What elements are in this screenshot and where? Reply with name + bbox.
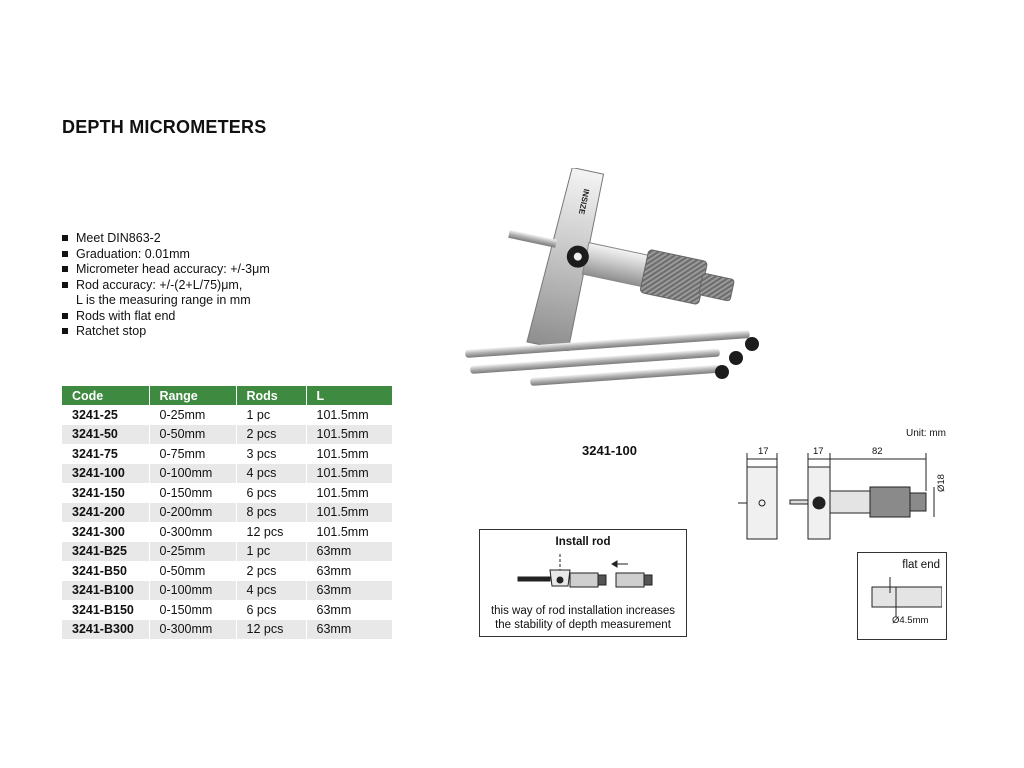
cell-rods: 3 pcs	[236, 444, 306, 464]
dim-diameter: Ø18	[936, 474, 947, 492]
cell-range: 0-150mm	[149, 483, 236, 503]
dim-base-left: 17	[758, 446, 769, 457]
feature-item: Rods with flat end	[62, 309, 270, 325]
cell-rods: 4 pcs	[236, 581, 306, 601]
table-row	[62, 483, 392, 503]
cell-rods: 12 pcs	[236, 522, 306, 542]
unit-label: Unit: mm	[906, 428, 946, 439]
cell-length: 101.5mm	[306, 444, 392, 464]
install-rod-note: this way of rod installation increases the stability of depth measurement	[490, 605, 676, 631]
cell-range: 0-25mm	[149, 542, 236, 562]
cell-range: 0-300mm	[149, 522, 236, 542]
cell-length: 63mm	[306, 600, 392, 620]
feature-item: Rod accuracy: +/-(2+L/75)μm, L is the measuring range in mm	[62, 278, 270, 309]
cell-code: 3241-B150	[62, 600, 149, 620]
brand-mark: INSIZE	[576, 188, 591, 216]
cell-code: 3241-B100	[62, 581, 149, 601]
header-code: Code	[62, 386, 149, 405]
table-row	[62, 522, 392, 542]
cell-rods: 4 pcs	[236, 464, 306, 484]
cell-range: 0-50mm	[149, 561, 236, 581]
install-rod-panel	[479, 529, 687, 637]
cell-length: 63mm	[306, 620, 392, 640]
cell-rods: 2 pcs	[236, 561, 306, 581]
cell-range: 0-200mm	[149, 503, 236, 523]
table-row	[62, 425, 392, 445]
header-length: L	[306, 386, 392, 405]
table-row	[62, 503, 392, 523]
table-body	[62, 405, 392, 639]
table-row	[62, 600, 392, 620]
cell-code: 3241-B50	[62, 561, 149, 581]
bullet-icon	[62, 266, 68, 272]
table-header-row	[62, 386, 392, 405]
bullet-icon	[62, 313, 68, 319]
cell-rods: 1 pc	[236, 542, 306, 562]
feature-item: Graduation: 0.01mm	[62, 247, 270, 263]
cell-code: 3241-B25	[62, 542, 149, 562]
cell-code: 3241-150	[62, 483, 149, 503]
table-row	[62, 620, 392, 640]
feature-item: Ratchet stop	[62, 324, 270, 340]
cell-code: 3241-300	[62, 522, 149, 542]
dim-base-right: 17	[813, 446, 824, 457]
page-title: DEPTH MICROMETERS	[62, 117, 267, 137]
cell-length: 63mm	[306, 581, 392, 601]
micrometer-thimble	[640, 249, 708, 305]
cell-code: 3241-75	[62, 444, 149, 464]
install-rod-diagram	[516, 552, 656, 598]
cell-code: 3241-25	[62, 405, 149, 425]
cell-range: 0-150mm	[149, 600, 236, 620]
cell-rods: 12 pcs	[236, 620, 306, 640]
flat-end-title: flat end	[902, 559, 940, 571]
flat-end-panel	[857, 552, 947, 640]
table-row	[62, 464, 392, 484]
feature-item: Meet DIN863-2	[62, 231, 270, 247]
table-row	[62, 444, 392, 464]
flat-end-diameter: Ø4.5mm	[892, 615, 929, 626]
model-label: 3241-100	[582, 443, 637, 458]
header-range: Range	[149, 386, 236, 405]
cell-range: 0-25mm	[149, 405, 236, 425]
spindle-stub	[508, 230, 557, 248]
feature-list	[62, 231, 270, 340]
cell-range: 0-50mm	[149, 425, 236, 445]
cell-length: 101.5mm	[306, 464, 392, 484]
install-rod-title: Install rod	[555, 536, 611, 548]
cell-length: 63mm	[306, 561, 392, 581]
cell-code: 3241-100	[62, 464, 149, 484]
bullet-icon	[62, 282, 68, 288]
ratchet-stop	[699, 273, 735, 301]
cell-range: 0-75mm	[149, 444, 236, 464]
cell-rods: 6 pcs	[236, 483, 306, 503]
cell-rods: 8 pcs	[236, 503, 306, 523]
feature-continuation: L is the measuring range in mm	[76, 293, 251, 307]
bullet-icon	[62, 251, 68, 257]
bullet-icon	[62, 328, 68, 334]
bullet-icon	[62, 235, 68, 241]
dim-length: 82	[872, 446, 883, 457]
table-row	[62, 405, 392, 425]
table-row	[62, 581, 392, 601]
cell-range: 0-100mm	[149, 464, 236, 484]
cell-length: 101.5mm	[306, 522, 392, 542]
cell-rods: 6 pcs	[236, 600, 306, 620]
header-rods: Rods	[236, 386, 306, 405]
cell-rods: 2 pcs	[236, 425, 306, 445]
cell-length: 63mm	[306, 542, 392, 562]
micrometer-photo	[440, 168, 780, 408]
table-row	[62, 542, 392, 562]
cell-range: 0-100mm	[149, 581, 236, 601]
spec-table	[62, 386, 392, 639]
cell-length: 101.5mm	[306, 425, 392, 445]
flat-end-diagram	[866, 573, 942, 617]
table-row	[62, 561, 392, 581]
cell-range: 0-300mm	[149, 620, 236, 640]
cell-rods: 1 pc	[236, 405, 306, 425]
cell-length: 101.5mm	[306, 503, 392, 523]
cell-code: 3241-200	[62, 503, 149, 523]
dimension-drawing	[730, 445, 950, 545]
cell-code: 3241-B300	[62, 620, 149, 640]
feature-item: Micrometer head accuracy: +/-3μm	[62, 262, 270, 278]
extension-rods	[465, 330, 759, 386]
cell-length: 101.5mm	[306, 483, 392, 503]
cell-code: 3241-50	[62, 425, 149, 445]
cell-length: 101.5mm	[306, 405, 392, 425]
